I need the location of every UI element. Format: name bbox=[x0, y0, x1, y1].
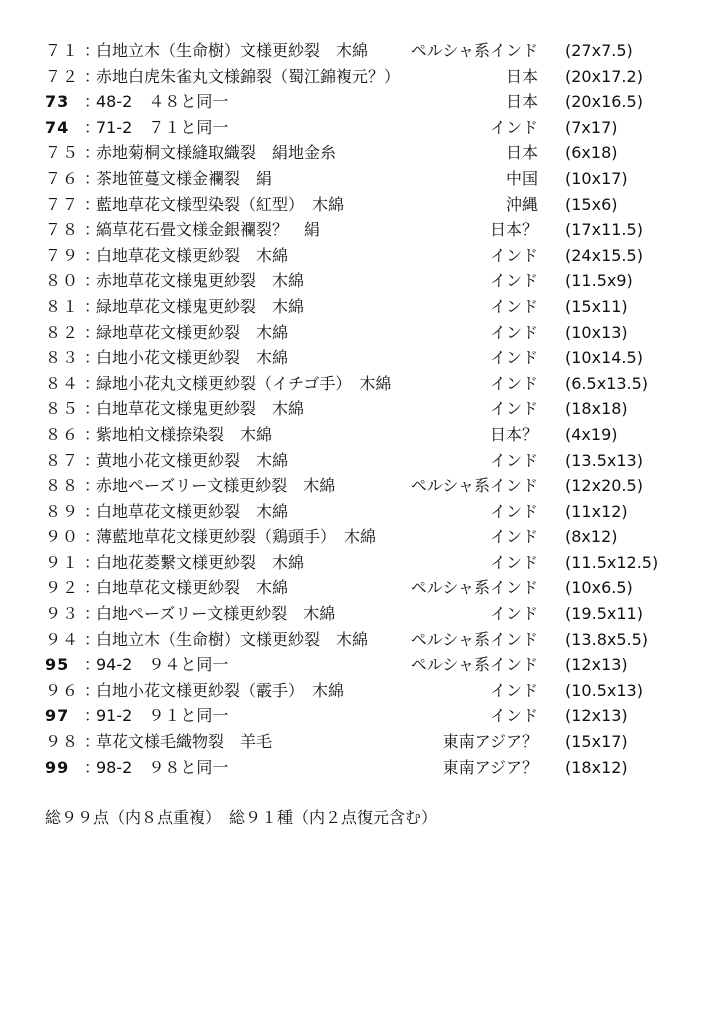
item-number: ９６ bbox=[45, 680, 80, 700]
item-origin: 東南アジア？ bbox=[442, 732, 538, 752]
item-size: (11.5x12.5) bbox=[565, 552, 659, 572]
list-item bbox=[0, 243, 724, 269]
item-origin: ペルシャ系インド bbox=[410, 41, 538, 60]
item-origin: 日本 bbox=[505, 66, 538, 86]
separator-colon: ： bbox=[84, 655, 101, 675]
item-size: (17x11.5) bbox=[565, 220, 643, 240]
item-size: (10x6.5) bbox=[565, 578, 633, 598]
item-description: 91-2 ９１と同一 bbox=[96, 706, 229, 726]
separator-colon: ： bbox=[84, 143, 101, 163]
item-size: (20x17.2) bbox=[565, 66, 643, 86]
item-origin: ペルシャ系インド bbox=[410, 655, 538, 675]
item-origin: 日本 bbox=[505, 143, 538, 163]
item-origin: 日本？ bbox=[489, 424, 538, 444]
item-number: ８６ bbox=[45, 424, 80, 444]
item-description: 緑地草花文様鬼更紗裂 木綿 bbox=[96, 296, 305, 316]
item-number: ９４ bbox=[45, 629, 80, 649]
list-item bbox=[0, 627, 724, 653]
separator-colon: ： bbox=[84, 450, 101, 470]
separator-colon: ： bbox=[84, 373, 101, 393]
item-origin: インド bbox=[489, 604, 538, 624]
list-item bbox=[0, 652, 724, 678]
item-description: 48-2 ４８と同一 bbox=[96, 92, 229, 112]
item-description: 71-2 ７１と同一 bbox=[96, 117, 229, 137]
item-description: 縞草花石畳文様金銀襴裂？ 絹 bbox=[96, 220, 321, 240]
list-item bbox=[0, 524, 724, 550]
item-origin: インド bbox=[489, 322, 538, 342]
item-description: 赤地草花文様鬼更紗裂 木綿 bbox=[96, 271, 305, 291]
item-origin: インド bbox=[489, 680, 538, 700]
item-number: ８７ bbox=[45, 450, 80, 470]
item-size: (13.8x5.5) bbox=[565, 629, 649, 649]
item-size: (11x12) bbox=[565, 501, 628, 521]
item-number: ９３ bbox=[45, 604, 80, 624]
item-number: ７７ bbox=[45, 194, 80, 214]
separator-colon: ： bbox=[84, 348, 101, 368]
item-number: ７６ bbox=[45, 168, 80, 188]
list-item bbox=[0, 294, 724, 320]
separator-colon: ： bbox=[84, 296, 101, 316]
item-origin: インド bbox=[489, 348, 538, 368]
separator-colon: ： bbox=[84, 399, 101, 419]
item-size: (15x6) bbox=[565, 194, 618, 214]
item-description: 藍地草花文様型染裂（紅型） 木綿 bbox=[96, 194, 345, 214]
item-size: (8x12) bbox=[565, 527, 618, 547]
item-number: 97 bbox=[45, 706, 70, 726]
list-item bbox=[0, 166, 724, 192]
item-number: ８１ bbox=[45, 296, 80, 316]
item-size: (6.5x13.5) bbox=[565, 373, 649, 393]
item-description: 赤地ペーズリー文様更紗裂 木綿 bbox=[96, 476, 336, 496]
item-origin: 中国 bbox=[505, 168, 538, 188]
item-origin: ペルシャ系インド bbox=[410, 476, 538, 496]
item-size: (6x18) bbox=[565, 143, 618, 163]
item-description: 赤地菊桐文様縫取織裂 絹地金糸 bbox=[96, 143, 337, 163]
list-item bbox=[0, 371, 724, 397]
separator-colon: ： bbox=[84, 92, 101, 112]
separator-colon: ： bbox=[84, 578, 101, 598]
item-number: ７１ bbox=[45, 41, 80, 60]
item-description: 紫地柏文様捺染裂 木綿 bbox=[96, 424, 273, 444]
item-size: (7x17) bbox=[565, 117, 618, 137]
separator-colon: ： bbox=[84, 168, 101, 188]
item-origin: インド bbox=[489, 245, 538, 265]
item-origin: インド bbox=[489, 271, 538, 291]
item-number: ７８ bbox=[45, 220, 80, 240]
separator-colon: ： bbox=[84, 629, 101, 649]
item-description: 98-2 ９８と同一 bbox=[96, 757, 229, 777]
item-number: 99 bbox=[45, 757, 70, 777]
item-description: 薄藍地草花文様更紗裂（鶏頭手） 木綿 bbox=[96, 527, 377, 547]
separator-colon: ： bbox=[84, 527, 101, 547]
item-size: (12x13) bbox=[565, 655, 628, 675]
item-number: ７９ bbox=[45, 245, 80, 265]
item-number: ９２ bbox=[45, 578, 80, 598]
item-size: (4x19) bbox=[565, 424, 618, 444]
item-number: ９８ bbox=[45, 732, 80, 752]
item-description: 白地ペーズリー文様更紗裂 木綿 bbox=[96, 604, 336, 624]
item-description: 白地草花文様更紗裂 木綿 bbox=[96, 245, 289, 265]
list-item bbox=[0, 38, 724, 64]
separator-colon: ： bbox=[84, 194, 101, 214]
item-description: 94-2 ９４と同一 bbox=[96, 655, 229, 675]
item-description: 白地小花文様更紗裂 木綿 bbox=[96, 348, 289, 368]
separator-colon: ： bbox=[84, 220, 101, 240]
list-item bbox=[0, 422, 724, 448]
list-item bbox=[0, 268, 724, 294]
list-item bbox=[0, 550, 724, 576]
item-description: 緑地草花文様更紗裂 木綿 bbox=[96, 322, 289, 342]
item-description: 白地花菱繋文様更紗裂 木綿 bbox=[96, 552, 305, 572]
item-origin: 日本 bbox=[505, 92, 538, 112]
item-size: (11.5x9) bbox=[565, 271, 633, 291]
item-number: ７２ bbox=[45, 66, 80, 86]
list-item bbox=[0, 448, 724, 474]
item-number: 95 bbox=[45, 655, 70, 675]
item-description: 草花文様毛織物裂 羊毛 bbox=[96, 732, 273, 752]
item-number: ９１ bbox=[45, 552, 80, 572]
list-item bbox=[0, 320, 724, 346]
item-size: (18x12) bbox=[565, 757, 628, 777]
item-size: (10x17) bbox=[565, 168, 628, 188]
item-origin: インド bbox=[489, 501, 538, 521]
item-description: 白地立木（生命樹）文様更紗裂 木綿 bbox=[96, 629, 369, 649]
item-size: (18x18) bbox=[565, 399, 628, 419]
item-description: 黄地小花文様更紗裂 木綿 bbox=[96, 450, 289, 470]
separator-colon: ： bbox=[84, 732, 101, 752]
item-origin: インド bbox=[489, 527, 538, 547]
list-item bbox=[0, 140, 724, 166]
item-description: 茶地笹蔓文様金襴裂 絹 bbox=[96, 168, 273, 188]
separator-colon: ： bbox=[84, 271, 101, 291]
item-origin: インド bbox=[489, 373, 538, 393]
list-item bbox=[0, 575, 724, 601]
item-description: 赤地白虎朱雀丸文様錦裂（蜀江錦複元？） bbox=[96, 66, 401, 86]
item-number: ８９ bbox=[45, 501, 80, 521]
item-size: (20x16.5) bbox=[565, 92, 643, 112]
item-number: 73 bbox=[45, 92, 70, 112]
list-item bbox=[0, 115, 724, 141]
item-size: (12x13) bbox=[565, 706, 628, 726]
separator-colon: ： bbox=[84, 604, 101, 624]
list-item bbox=[0, 473, 724, 499]
item-number: ８８ bbox=[45, 476, 80, 496]
list-item bbox=[0, 755, 724, 781]
summary-line: 総９９点（内８点重複） 総９１種（内２点復元含む） bbox=[45, 808, 438, 827]
list-item bbox=[0, 64, 724, 90]
item-size: (10x13) bbox=[565, 322, 628, 342]
item-size: (12x20.5) bbox=[565, 476, 643, 496]
item-origin: 東南アジア？ bbox=[442, 757, 538, 777]
item-size: (19.5x11) bbox=[565, 604, 643, 624]
item-origin: インド bbox=[489, 296, 538, 316]
separator-colon: ： bbox=[84, 552, 101, 572]
separator-colon: ： bbox=[84, 501, 101, 521]
item-origin: 日本？ bbox=[489, 220, 538, 240]
item-size: (10x14.5) bbox=[565, 348, 643, 368]
item-number: ８４ bbox=[45, 373, 80, 393]
item-number: 74 bbox=[45, 117, 70, 137]
item-size: (27x7.5) bbox=[565, 41, 633, 60]
item-number: ８０ bbox=[45, 271, 80, 291]
separator-colon: ： bbox=[84, 680, 101, 700]
item-origin: インド bbox=[489, 399, 538, 419]
item-origin: 沖縄 bbox=[505, 194, 538, 214]
item-number: ８２ bbox=[45, 322, 80, 342]
item-size: (15x17) bbox=[565, 732, 628, 752]
item-number: ９０ bbox=[45, 527, 80, 547]
item-size: (13.5x13) bbox=[565, 450, 643, 470]
list-item bbox=[0, 703, 724, 729]
list-item bbox=[0, 601, 724, 627]
separator-colon: ： bbox=[84, 476, 101, 496]
separator-colon: ： bbox=[84, 424, 101, 444]
item-size: (24x15.5) bbox=[565, 245, 643, 265]
item-origin: インド bbox=[489, 117, 538, 137]
separator-colon: ： bbox=[84, 117, 101, 137]
item-size: (10.5x13) bbox=[565, 680, 643, 700]
list-item bbox=[0, 345, 724, 371]
item-size: (15x11) bbox=[565, 296, 628, 316]
separator-colon: ： bbox=[84, 706, 101, 726]
catalog-list bbox=[0, 38, 724, 780]
item-origin: インド bbox=[489, 450, 538, 470]
list-item bbox=[0, 396, 724, 422]
separator-colon: ： bbox=[84, 322, 101, 342]
list-item bbox=[0, 192, 724, 218]
item-number: ８５ bbox=[45, 399, 80, 419]
list-item bbox=[0, 499, 724, 525]
item-description: 緑地小花丸文様更紗裂（イチゴ手） 木綿 bbox=[96, 373, 392, 393]
separator-colon: ： bbox=[84, 245, 101, 265]
list-item bbox=[0, 217, 724, 243]
separator-colon: ： bbox=[84, 66, 101, 86]
list-item bbox=[0, 678, 724, 704]
item-number: ８３ bbox=[45, 348, 80, 368]
item-description: 白地立木（生命樹）文様更紗裂 木綿 bbox=[96, 41, 369, 60]
separator-colon: ： bbox=[84, 41, 101, 60]
list-item bbox=[0, 729, 724, 755]
item-description: 白地草花文様更紗裂 木綿 bbox=[96, 578, 289, 598]
item-origin: インド bbox=[489, 552, 538, 572]
list-item bbox=[0, 89, 724, 115]
item-origin: インド bbox=[489, 706, 538, 726]
item-origin: ペルシャ系インド bbox=[410, 578, 538, 598]
item-description: 白地草花文様鬼更紗裂 木綿 bbox=[96, 399, 305, 419]
item-origin: ペルシャ系インド bbox=[410, 629, 538, 649]
item-description: 白地小花文様更紗裂（霰手） 木綿 bbox=[96, 680, 345, 700]
item-description: 白地草花文様更紗裂 木綿 bbox=[96, 501, 289, 521]
separator-colon: ： bbox=[84, 757, 101, 777]
item-number: ７５ bbox=[45, 143, 80, 163]
